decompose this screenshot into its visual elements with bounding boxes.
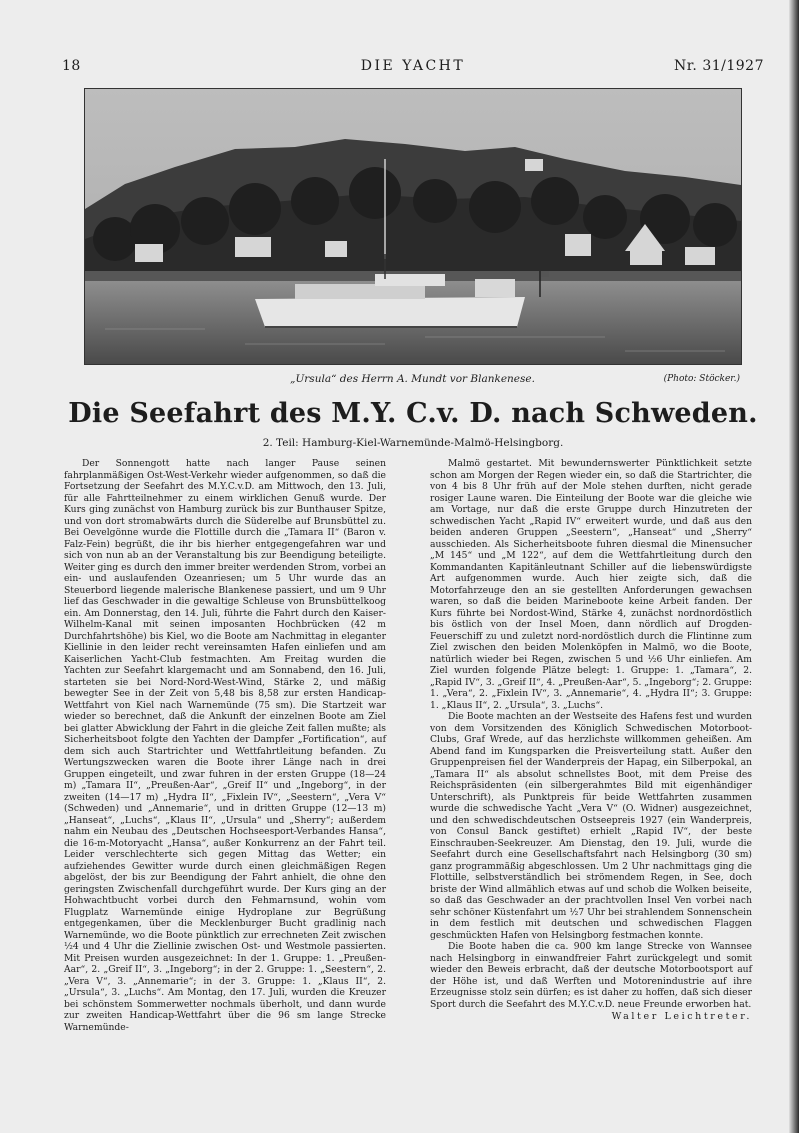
- page-number: 18: [62, 58, 81, 74]
- photo-caption: [84, 373, 740, 389]
- issue-number: Nr. 31/1927: [674, 58, 764, 74]
- author-signature: Walter Leichtreter.: [611, 1011, 752, 1022]
- photograph-motor-yacht-icon: [85, 89, 741, 364]
- article-subtitle: 2. Teil: Hamburg-Kiel-Warnemünde-Malmö-Helsingborg.: [262, 437, 564, 449]
- right-paragraph-2: Die Boote machten an der Westseite des Hafens fest und wurden von dem Vorsitzenden des Königlich Schwedischen Motorboot-Clubs, Graf Wrede, auf das herzlichste willkommen geheißen. Am Abend fand im Kungsparken die Preisverteilung statt. Außer den Gruppenpreisen fiel der Wanderpreis der Hapag, ein Silberpokal, an „Tamara II“ als absolut schnellstes Boot, mit dem Preise des Reichspräsidenten (ein silbergerahmtes Bild mit eigenhändiger Unterschrift), als Punktpreis für beide Wettfahrten zusammen wurde die schwedische Yacht „Vera V“ (O. Widner) ausgezeichnet, und den schwedischdeutschen Ostseepreis 1927 (ein Wanderpreis, von Consul Banck gestiftet) erhielt „Rapid IV“, der beste Einschrauben-Seekreuzer. Am Dienstag, den 19. Juli, wurde die Seefahrt durch eine Gesellschaftsfahrt nach Helsingborg (30 sm) ganz programmäßig abgeschlossen. Um 2 Uhr nachmittags ging die Flottille, selbstverständlich bei strömendem Regen, in See, doch briste der Wind allmählich etwas auf und schob die Wolken beiseite, so daß das Geschwader an der prachtvollen Insel Ven vorbei nach sehr schöner Küstenfahrt um ½7 Uhr bei strahlendem Sonnenschein in dem festlich mit deutschen und schwedischen Flaggen geschmückten Hafen von Helsingborg festmachen konnte.: [430, 711, 752, 941]
- article-title: Die Seefahrt des M.Y. C.v. D. nach Schweden.: [68, 398, 758, 429]
- right-paragraph-1: Malmö gestartet. Mit bewundernswerter Pünktlichkeit setzte schon am Morgen der Regen wieder ein, so daß die Startrichter, die von 4 bis 8 Uhr früh auf der Mole stehen durften, nicht gerade rosiger Laune waren. Die Einteilung der Boote war die gleiche wie am Vortage, nur daß die erste Gruppe durch Hinzutreten der schwedischen Yacht „Rapid IV“ erweitert wurde, und daß aus den beiden anderen Gruppen „Seestern“, „Hanseat“ und „Sherry“ ausschieden. Als Sicherheitsboote fuhren diesmal die Minensucher „M 145“ und „M 122“, auf dem die Wettfahrtleitung durch den Kommandanten Kapitänleutnant Schiller auf die liebenswürdigste Art aufgenommen wurde. Auch hier zeigte sich, daß die Motorfahrzeuge den an sie gestellten Anforderungen gewachsen waren, so daß die beiden Marineboote keine Arbeit fanden. Der Kurs führte bei Nordost-Wind, Stärke 4, zunächst nordnordöstlich bis östlich von der Insel Moen, dann nördlich auf Drogden-Feuerschiff zu und zuletzt nord-nordöstlich durch die Flintinne zum Ziel zwischen den beiden Molenköpfen in Malmö, wo die Boote, natürlich wieder bei Regen, zwischen 5 und ½6 Uhr einliefen. Am Ziel wurden folgende Plätze belegt: 1. Gruppe: 1. „Tamara“, 2. „Rapid IV“, 3. „Greif II“, 4. „Preußen-Aar“, 5. „Ingeborg“; 2. Gruppe: 1. „Vera“, 2. „Fixlein IV“, 3. „Annemarie“, 4. „Hydra II“; 3. Gruppe: 1. „Klaus II“, 2. „Ursula“, 3. „Luchs“.: [430, 458, 752, 711]
- yacht-photograph: [84, 88, 742, 365]
- left-paragraph-1: Der Sonnengott hatte nach langer Pause seinen fahrplanmäßigen Ost-West-Verkehr wieder aufgenommen, so daß die Fortsetzung der Seefahrt des M.Y.C.v.D. am Mittwoch, den 13. Juli, für alle Fahrtteilnehmer zu einem wirklichen Genuß wurde. Der Kurs ging zunächst von Hamburg zurück bis zur Bunthauser Spitze, und von dort stromabwärts durch die Süderelbe auf Brunsbüttel zu. Bei Oevelgönne wurde die Flottille durch die „Tamara II“ (Baron v. Falz-Fein) begrüßt, die ihr bis hierher entgegengefahren war und sich von nun ab an der Veranstaltung bis zur Beendigung beteiligte. Weiter ging es durch den immer breiter werdenden Strom, vorbei an ein- und auslaufenden Ozeanriesen; um 5 Uhr wurde das an Steuerbord liegende malerische Blankenese passiert, und um 9 Uhr lief das Geschwader in die gewaltige Schleuse von Brunsbüttelkoog ein. Am Donnerstag, den 14. Juli, führte die Fahrt durch den Kaiser-Wilhelm-Kanal mit seinen imposanten Hochbrücken (42 m Durchfahrtshöhe) bis Kiel, wo die Boote am Nachmittag in eleganter Kiellinie in den leider recht vereinsamten Hafen einliefen und am Kaiserlichen Yacht-Club festmachten. Am Freitag wurden die Yachten zur Seefahrt klargemacht und am Sonnabend, den 16. Juli, starteten sie bei Nord-Nord-West-Wind, Stärke 2, und mäßig bewegter See in der Zeit von 5,48 bis 8,58 zur ersten Handicap-Wettfahrt von Kiel nach Warnemünde (75 sm). Die Startzeit war wieder so berechnet, daß die Ankunft der einzelnen Boote am Ziel bei glatter Abwicklung der Fahrt in die gleiche Zeit fallen mußte; als Sicherheitsboot folgte den Yachten der Dampfer „Fortification“, auf dem sich auch Startrichter und Wettfahrtleitung befanden. Zu Wertungszwecken waren die Boote ihrer Länge nach in drei Gruppen eingeteilt, und zwar fuhren in der ersten Gruppe (18—24 m) „Tamara II“, „Preußen-Aar“, „Greif II“ und „Ingeborg“, in der zweiten (14—17 m) „Hydra II“, „Fixlein IV“, „Seestern“, „Vera V“ (Schweden) und „Annemarie“, und in dritten Gruppe (12—13 m) „Hanseat“, „Luchs“, „Klaus II“, „Ursula“ und „Sherry“; außerdem nahm ein Neubau des „Deutschen Hochseesport-Verbandes Hansa“, die 16-m-Motoryacht „Hansa“, außer Konkurrenz an der Fahrt teil. Leider verschlechterte sich gegen Mittag das Wetter; ein aufziehendes Gewitter wurde durch einen gleichmäßigen Regen abgelöst, der bis zur Beendigung der Fahrt anhielt, die ohne den geringsten Zwischenfall durchgeführt wurde. Der Kurs ging an der Hohwachtbucht vorbei durch den Fehmarnsund, wohin vom Flugplatz Warnemünde einige Hydroplane zur Begrüßung entgegenkamen, über die Mecklenburger Bucht gradlinig nach Warnemünde, wo die Boote pünktlich zur errechneten Zeit zwischen ½4 und 4 Uhr die Ziellinie zwischen Ost- und Westmole passierten. Mit Preisen wurden ausgezeichnet: In der 1. Gruppe: 1. „Preußen-Aar“, 2. „Greif II“, 3. „Ingeborg“; in der 2. Gruppe: 1. „Seestern“, 2. „Vera V“, 3. „Annemarie“; in der 3. Gruppe: 1. „Klaus II“, 2. „Ursula“, 3. „Luchs“. Am Montag, den 17. Juli, wurden die Kreuzer bei schönstem Sommerwetter nochmals überholt, und dann wurde zur zweiten Handicap-Wettfahrt über die 96 sm lange Strecke Warnemünde-: [64, 458, 386, 1033]
- page-edge-shadow: [789, 0, 799, 1133]
- article-column-left: [64, 458, 386, 1033]
- photo-credit: (Photo: Stöcker.): [663, 374, 740, 384]
- right-paragraph-3: Die Boote haben die ca. 900 km lange Strecke von Wannsee nach Helsingborg in einwandfreier Fahrt zurückgelegt und somit wieder den Beweis erbracht, daß der deutsche Motorbootsport auf der Höhe ist, und daß Werften und Motorenindustrie auf ihre Erzeugnisse stolz sein dürfen; es ist daher zu hoffen, daß sich dieser Sport durch die Seefahrt des M.Y.C.v.D. neue Freunde erworben hat.: [430, 941, 752, 1010]
- caption-text: „Ursula“ des Herrn A. Mundt vor Blankenese.: [290, 373, 535, 385]
- article-column-right: [430, 458, 752, 1023]
- page-header: [62, 58, 764, 80]
- magazine-title: DIE YACHT: [360, 58, 466, 74]
